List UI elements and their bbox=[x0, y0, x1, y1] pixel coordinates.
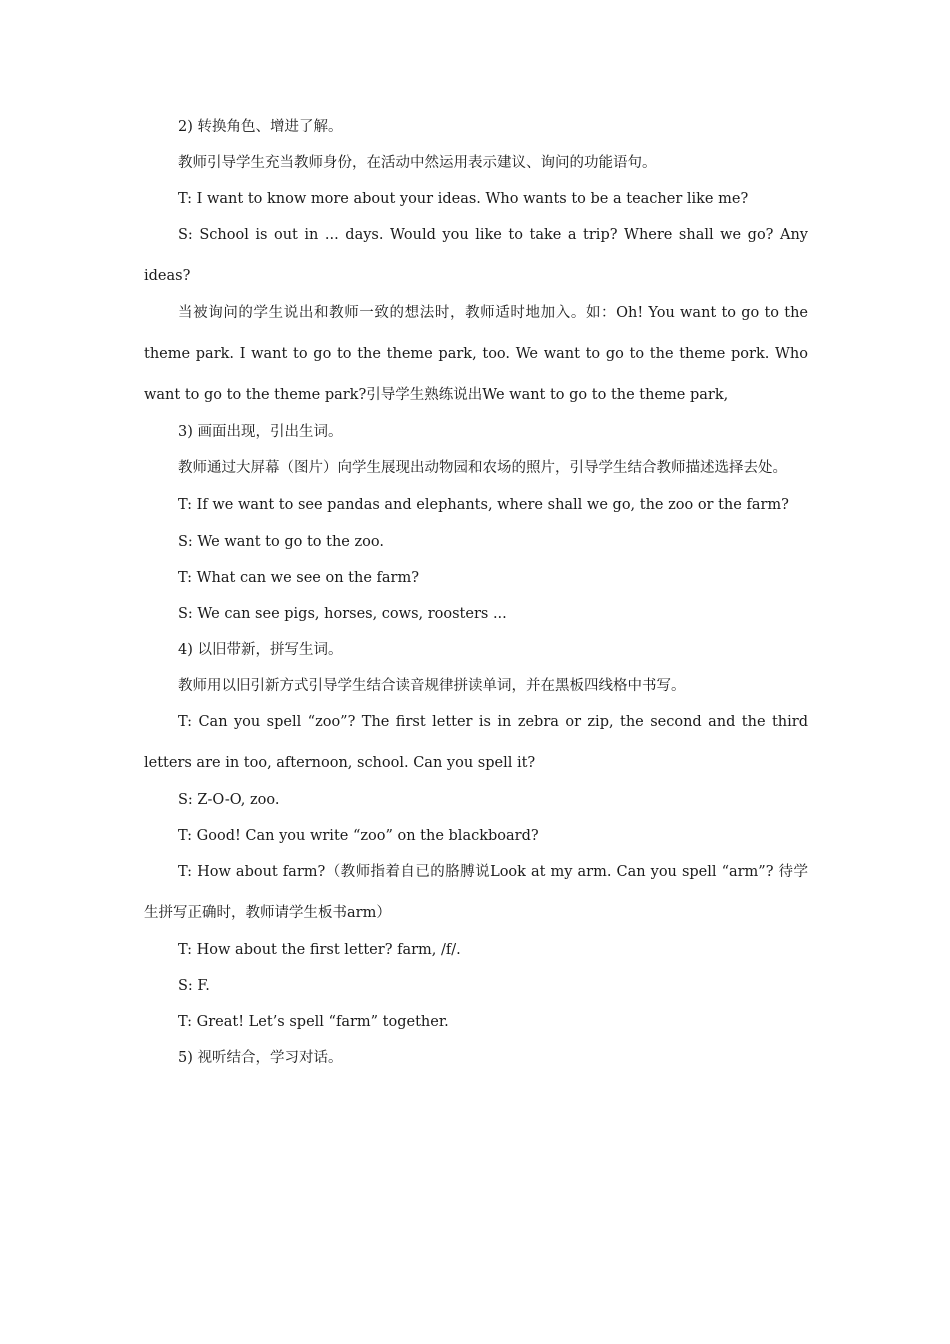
instruction-paragraph: 教师通过大屏幕（图片）向学生展现出动物园和农场的照片，引导学生结合教师描述选择去处。 bbox=[178, 460, 787, 476]
step-heading-3: 3) 画面出现，引出生词。 bbox=[178, 424, 343, 440]
dialogue-line: T: Great! Let’s spell “farm” together. bbox=[178, 1014, 449, 1030]
document-body bbox=[144, 118, 808, 1085]
dialogue-line: S: We can see pigs, horses, cows, roosters ... bbox=[178, 606, 507, 622]
step-heading-4: 4) 以旧带新，拼写生词。 bbox=[178, 642, 343, 658]
dialogue-line: T: I want to know more about your ideas. Who wants to be a teacher like me? bbox=[178, 191, 749, 207]
step-heading-2: 2) 转换角色、增进了解。 bbox=[178, 119, 343, 135]
instruction-paragraph: 教师引导学生充当教师身份，在活动中然运用表示建议、询问的功能语句。 bbox=[178, 155, 657, 171]
dialogue-line: S: Z-O-O, zoo. bbox=[178, 792, 280, 808]
dialogue-line: T: How about the first letter? farm, /f/. bbox=[178, 942, 461, 958]
step-heading-5: 5) 视听结合，学习对话。 bbox=[178, 1050, 343, 1066]
dialogue-line: T: How about farm?（教师指着自已的胳膊说Look at my arm. Can you spell “arm”? 待学生拼写正确时，教师请学生板书arm） bbox=[144, 864, 808, 921]
dialogue-line: T: What can we see on the farm? bbox=[178, 570, 419, 586]
dialogue-line: S: School is out in ... days. Would you like to take a trip? Where shall we go? Any ideas? bbox=[144, 227, 808, 284]
dialogue-line: S: F. bbox=[178, 978, 210, 994]
dialogue-line: T: Can you spell “zoo”? The first letter is in zebra or zip, the second and the third letters are in too, afternoon, school. Can you spell it? bbox=[144, 714, 808, 771]
dialogue-line: T: If we want to see pandas and elephants, where shall we go, the zoo or the farm? bbox=[178, 497, 789, 513]
instruction-paragraph: 当被询问的学生说出和教师一致的想法时，教师适时地加入。如：Oh! You want to go to the theme park. I want to go to the theme park, too. We want to go to the theme pork. Who want to go to the theme park?引导学生熟练说出We want to go to the theme park, bbox=[144, 305, 808, 403]
dialogue-line: S: We want to go to the zoo. bbox=[178, 534, 384, 550]
instruction-paragraph: 教师用以旧引新方式引导学生结合读音规律拼读单词，并在黑板四线格中书写。 bbox=[178, 678, 686, 694]
dialogue-line: T: Good! Can you write “zoo” on the blackboard? bbox=[178, 828, 539, 844]
